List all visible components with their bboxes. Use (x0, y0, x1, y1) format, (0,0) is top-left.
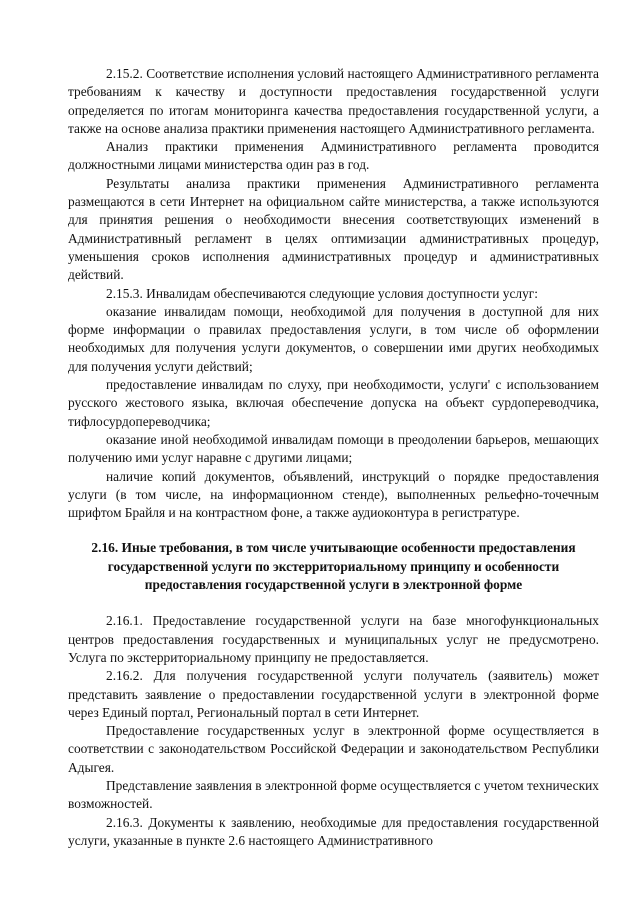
paragraph-assistance-information: оказание инвалидам помощи, необходимой для получения в доступной для них форме информации о правилах предоставления услуги, в том числе об оформлении необходимых для получения услуги документов, о совершении ими других необходимых для получения услуги действий; (68, 303, 599, 374)
paragraph-2-16-1: 2.16.1. Предоставление государственной услуги на базе многофункциональных центров предоставления государственных и муниципальных услуг не предусмотрено. Услуга по экстерриториальному принципу не предоставляется. (68, 613, 599, 665)
paragraph-2-15-2: 2.15.2. Соответствие исполнения условий настоящего Административного регламента требованиям к качеству и доступности предоставления государственной услуги определяется по итогам мониторинга качества предоставления государственной услуги, а также на основе анализа практики применения настоящего Административного регламента. (68, 66, 599, 136)
paragraph-analysis-results: Результаты анализа практики применения Административного регламента размещаются в сети Интернет на официальном сайте министерства, а также используются для принятия решения о необходимости внесения соответствующих изменений в Административный регламент в целях оптимизации административных процедур, уменьшения сроков исполнения административных процедур и административных действий. (68, 175, 599, 283)
paragraph-braille: наличие копий документов, объявлений, инструкций о порядке предоставления услуги (в том числе, на информационном стенде), выполненных рельефно-точечным шрифтом Брайля и на контрастном фоне, а также аудиоконтура в регистратуре. (68, 468, 599, 521)
paragraph-2-16-2: 2.16.2. Для получения государственной услуги получатель (заявитель) может представить заявление о предоставлении государственной услуги в электронной форме через Единый портал, Региональный портал в сети Интернет. (68, 668, 599, 720)
paragraph-barriers: оказание иной необходимой инвалидам помощи в преодолении барьеров, мешающих получению ими услуг наравне с другими лицами; (68, 431, 599, 466)
paragraph-2-15-3: 2.15.3. Инвалидам обеспечиваются следующие условия доступности услуг: (106, 285, 538, 301)
paragraph-technical-capabilities: Представление заявления в электронной форме осуществляется с учетом технических возможностей. (68, 777, 599, 812)
paragraph-electronic-services: Предоставление государственных услуг в электронной форме осуществляется в соответствии с законодательством Российской Федерации и законодательством Республики Адыгея. (68, 723, 599, 775)
document-body (68, 65, 599, 850)
paragraph-sign-language: предоставление инвалидам по слуху, при необходимости, услуги' с использованием русского жестового языка, включая обеспечение допуска на объект сурдопереводчика, тифлосурдопереводчика; (68, 377, 599, 429)
paragraph-analysis-frequency: Анализ практики применения Административного регламента проводится должностными лицами министерства один раз в год. (68, 139, 599, 173)
paragraph-2-16-3: 2.16.3. Документы к заявлению, необходимые для предоставления государственной услуги, указанные в пункте 2.6 настоящего Административного (68, 814, 599, 848)
section-heading-2-16: 2.16. Иные требования, в том числе учитывающие особенности предоставления государственной услуги по экстерриториальному принципу и особенности предоставления государственной услуги в электронной форме (91, 540, 576, 593)
